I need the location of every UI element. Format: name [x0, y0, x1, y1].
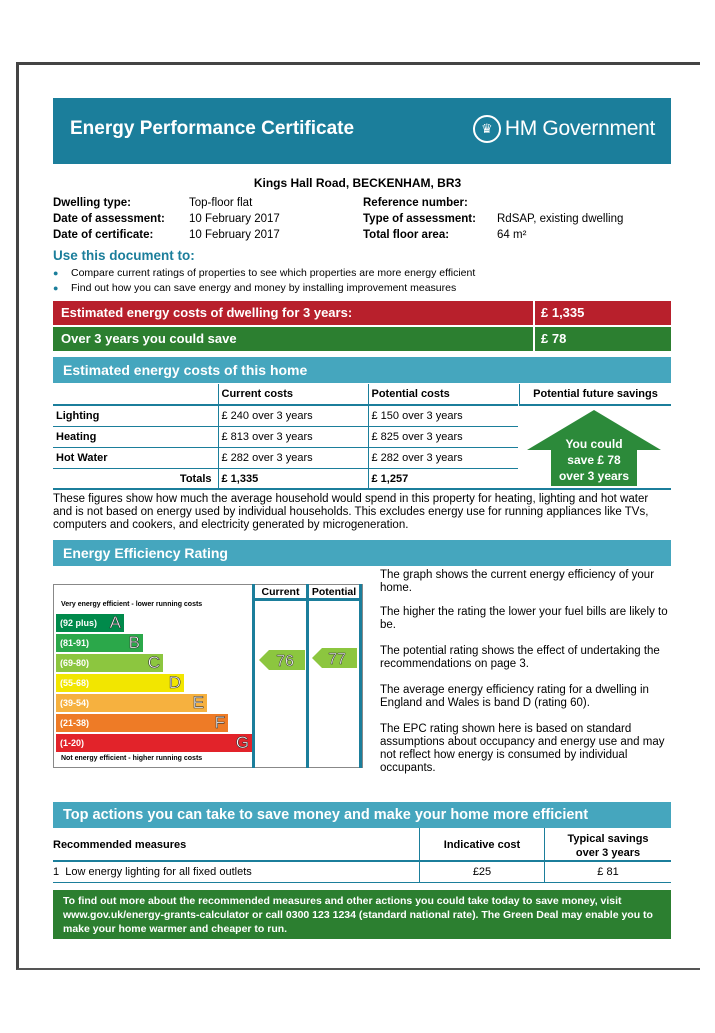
measure-name: Low energy lighting for all fixed outlets — [65, 866, 252, 878]
savings-header-line: Typical savings — [567, 833, 649, 845]
rating-band-d — [56, 674, 184, 692]
savings-line: You could — [565, 437, 623, 451]
measures-header-row — [53, 828, 671, 862]
assessment-date-value: 10 February 2017 — [189, 213, 280, 225]
costs-note: These figures show how much the average household would spend in this property for heating, lighting and hot water and is not based on energy used by individual households. This excludes energy use for running appliances like TVs, computers and cookers, and electricity generated by microgeneration. — [53, 493, 649, 531]
table-row — [53, 447, 518, 468]
band-letter: A — [109, 613, 121, 632]
band-range: (81-91) — [60, 638, 90, 648]
crest-icon: ♛ — [473, 115, 501, 143]
band-letter: C — [147, 653, 160, 672]
measure-cost: £25 — [419, 862, 544, 883]
government-name: HM Government — [504, 117, 655, 140]
table-row — [53, 862, 671, 883]
floor-area-label: Total floor area: — [363, 229, 450, 241]
band-letter: D — [168, 673, 181, 692]
rating-band-a — [56, 614, 124, 632]
certificate-title: Energy Performance Certificate — [70, 118, 355, 139]
savings-callout — [549, 436, 639, 484]
measure-number: 1 — [53, 866, 60, 878]
floor-area-value: 64 m² — [497, 229, 527, 241]
savings-bar — [53, 327, 671, 351]
eer-explanation: The average energy efficiency rating for a dwelling in England and Wales is band D (rating 60). — [380, 684, 649, 709]
assessment-type-value: RdSAP, existing dwelling — [497, 213, 624, 225]
certificate-header — [53, 98, 671, 164]
totals-label: Totals — [179, 472, 212, 485]
potential-cost: £ 825 over 3 years — [368, 426, 518, 447]
band-range: (69-80) — [60, 658, 90, 668]
eer-explanation: The EPC rating shown here is based on standard assumptions about occupancy and energy use and may not reflect how energy is consumed by individual occupants. — [380, 723, 665, 774]
band-letter: B — [128, 633, 140, 652]
current-rating-value: 76 — [276, 653, 294, 670]
table-row — [53, 405, 518, 426]
eer-section-title: Energy Efficiency Rating — [53, 540, 671, 566]
measure-header: Recommended measures — [53, 839, 187, 851]
band-range: (39-54) — [60, 698, 90, 708]
rating-band-e — [56, 694, 207, 712]
band-range: (55-68) — [60, 678, 90, 688]
use-document-title: Use this document to: — [53, 248, 195, 263]
cost-header: Indicative cost — [419, 828, 544, 862]
eer-explanation: The higher the rating the lower your fuel bills are likely to be. — [380, 606, 668, 631]
current-column-label: Current — [261, 586, 300, 598]
rating-band-b — [56, 634, 143, 652]
estimated-costs-label: Estimated energy costs of dwelling for 3 years: — [53, 301, 533, 325]
assessment-type-label: Type of assessment: — [363, 213, 476, 225]
use-bullet: ● Find out how you can save energy and money by installing improvement measures — [53, 282, 457, 294]
use-bullet: ● Compare current ratings of properties to see which properties are more energy efficient — [53, 267, 476, 279]
eer-explanation: The graph shows the current energy efficiency of your home. — [380, 569, 655, 594]
rating-band-g — [56, 734, 252, 752]
band-letter: F — [214, 713, 225, 732]
totals-row — [53, 468, 518, 489]
scale-top-note: Very energy efficient - lower running costs — [61, 601, 203, 608]
divider — [359, 584, 362, 768]
row-label: Lighting — [53, 405, 218, 426]
potential-cost: £ 282 over 3 years — [368, 447, 518, 468]
savings-header — [544, 828, 671, 862]
potential-costs-header: Potential costs — [368, 384, 518, 405]
current-cost: £ 282 over 3 years — [218, 447, 368, 468]
current-costs-header: Current costs — [218, 384, 368, 405]
current-cost: £ 240 over 3 years — [218, 405, 368, 426]
band-range: (1-20) — [60, 738, 85, 748]
savings-value: £ 78 — [535, 327, 671, 351]
current-rating-arrow-icon — [259, 650, 305, 670]
band-range: (21-38) — [60, 718, 90, 728]
savings-header-line: over 3 years — [575, 847, 641, 859]
potential-rating-arrow-icon — [312, 648, 357, 668]
potential-cost: £ 150 over 3 years — [368, 405, 518, 426]
dwelling-type-value: Top-floor flat — [189, 197, 253, 209]
row-label: Heating — [53, 426, 218, 447]
potential-rating-value: 77 — [328, 651, 346, 668]
divider — [53, 488, 671, 490]
hm-government-logo — [473, 115, 655, 143]
rating-band-f — [56, 714, 228, 732]
dwelling-type-label: Dwelling type: — [53, 197, 131, 209]
savings-label: Over 3 years you could save — [53, 327, 533, 351]
reference-label: Reference number: — [363, 197, 468, 209]
eer-explanation: The potential rating shows the effect of undertaking the recommendations on page 3. — [380, 645, 660, 670]
divider — [252, 598, 362, 601]
property-address: Kings Hall Road, BECKENHAM, BR3 — [253, 176, 462, 190]
savings-line: over 3 years — [558, 469, 630, 483]
divider — [306, 584, 309, 768]
totals-potential: £ 1,257 — [368, 468, 518, 489]
scale-bottom-note: Not energy efficient - higher running costs — [61, 755, 203, 762]
savings-line: save £ 78 — [567, 453, 621, 467]
actions-section-title: Top actions you can take to save money and make your home more efficient — [53, 802, 671, 828]
estimated-costs-value: £ 1,335 — [535, 301, 671, 325]
band-letter: E — [192, 693, 204, 712]
rating-band-c — [56, 654, 163, 672]
estimated-costs-bar — [53, 301, 671, 325]
certificate-date-label: Date of certificate: — [53, 229, 154, 241]
potential-savings-column — [519, 384, 671, 406]
measure-savings: £ 81 — [544, 862, 671, 883]
advice-note: To find out more about the recommended measures and other actions you could take today to save money, visit www.gov.uk/energy-grants-calculator or call 0300 123 1234 (standard national rate). The Green Deal may enable you to make your home warmer and cheaper to run. — [53, 890, 671, 939]
future-savings-header: Potential future savings — [519, 384, 671, 406]
row-label: Hot Water — [53, 447, 218, 468]
costs-section-title: Estimated energy costs of this home — [53, 357, 671, 383]
totals-current: £ 1,335 — [218, 468, 368, 489]
divider — [252, 584, 255, 768]
certificate-date-value: 10 February 2017 — [189, 229, 280, 241]
potential-column-label: Potential — [311, 586, 357, 598]
costs-table — [53, 384, 518, 489]
costs-header-blank — [53, 384, 218, 405]
band-range: (92 plus) — [60, 618, 98, 628]
assessment-date-label: Date of assessment: — [53, 213, 165, 225]
band-letter: G — [235, 733, 249, 752]
current-cost: £ 813 over 3 years — [218, 426, 368, 447]
measure-cell — [53, 866, 252, 878]
table-row — [53, 426, 518, 447]
